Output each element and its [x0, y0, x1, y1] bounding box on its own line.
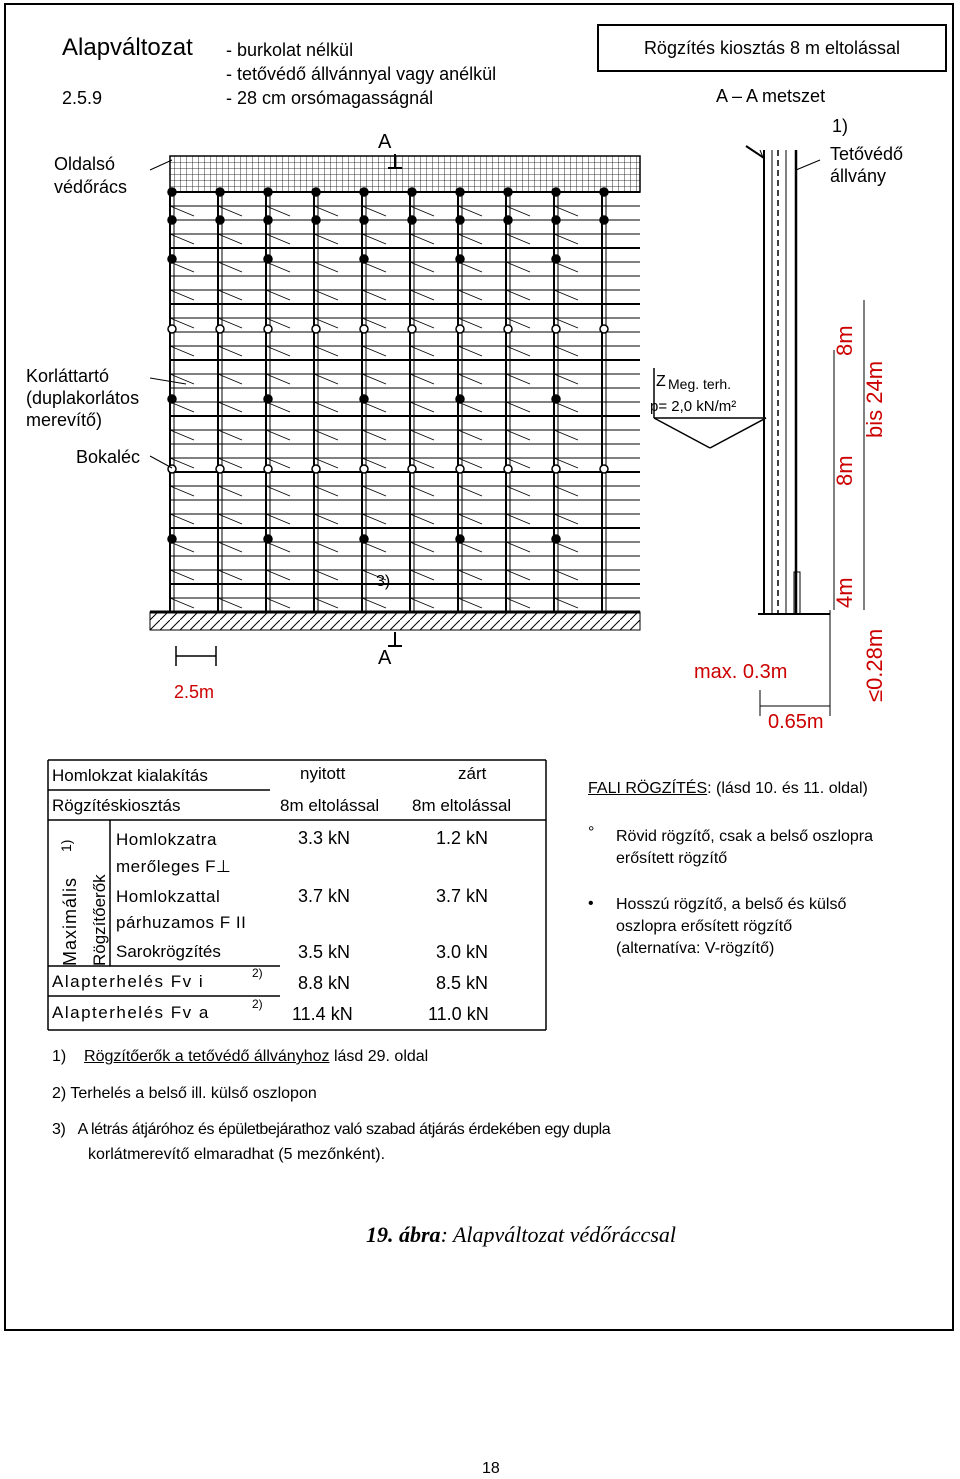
side-anch: Rögzítőerők [90, 874, 109, 966]
dim-065: 0.65m [768, 711, 824, 733]
legend-bullet-hollow: ° [588, 824, 595, 841]
anchor-long [504, 216, 512, 224]
footnote-1-num: 1) [52, 1048, 67, 1065]
load-class: Z [656, 373, 666, 390]
legend-title-rest: : (lásd 10. és 11. oldal) [707, 780, 868, 797]
anchor-long [360, 188, 368, 196]
label-rail-2: (duplakorlátos [26, 388, 140, 408]
anchor-long [456, 188, 464, 196]
marker-a-bottom: A [378, 647, 392, 669]
anchor-long [504, 188, 512, 196]
anchor-short [504, 325, 512, 333]
anchor-short [600, 465, 608, 473]
legend-title [588, 780, 868, 798]
anchor-long [408, 188, 416, 196]
row1-closed: 1.2 kN [436, 828, 489, 848]
anchor-short [552, 325, 560, 333]
note-1: - burkolat nélkül [226, 40, 354, 60]
anchor-long [456, 395, 464, 403]
caption-number: 19. ábra [366, 1222, 441, 1247]
row2-closed: 3.7 kN [436, 886, 489, 906]
anchor-long [264, 188, 272, 196]
footnote-1 [52, 1048, 428, 1066]
footnote-3-num: 3) [52, 1121, 66, 1138]
figure-caption [366, 1222, 676, 1248]
anchor-long [264, 255, 272, 263]
section-number: 2.5.9 [62, 88, 103, 108]
row1-open: 3.3 kN [298, 828, 351, 848]
anchor-long [168, 535, 176, 543]
col-open-sub: 8m eltolással [280, 796, 380, 815]
legend-bullet-solid: • [588, 895, 594, 912]
col-closed: zárt [458, 764, 487, 783]
anchor-long [264, 395, 272, 403]
footnote-3-line1: A létrás átjáróhoz és épületbejárathoz való szabad átjárás érdekében egy dupla [77, 1121, 611, 1138]
anchor-short [360, 465, 368, 473]
legend-item1-line2: erősített rögzítő [616, 850, 728, 867]
section-view [746, 146, 830, 700]
legend-item2-line2: oszlopra erősített rögzítő [616, 918, 793, 935]
table-header-1: Homlokzat kialakítás [52, 766, 208, 785]
anchor-long [168, 395, 176, 403]
anchor-short [264, 325, 272, 333]
anchor-short [360, 325, 368, 333]
anchor-long [408, 216, 416, 224]
anchor-short [312, 325, 320, 333]
base1-open: 8.8 kN [298, 973, 351, 993]
footnote-1-rest: lásd 29. oldal [329, 1048, 429, 1065]
col-open: nyitott [300, 764, 346, 783]
anchor-long [552, 255, 560, 263]
base1-label: Alapterhelés Fv i [52, 972, 205, 991]
scaffold-frame [168, 188, 640, 612]
anchor-long [264, 535, 272, 543]
dim-028: ≤0.28m [862, 628, 887, 702]
row1-label2: merőleges F⊥ [116, 857, 232, 876]
footnote-1-underlined: Rögzítőerők a tetővédő állványhoz [84, 1048, 330, 1065]
footnote-3-line2: korlátmerevítő elmaradhat (5 mezőnként). [88, 1146, 386, 1163]
anchor-long [360, 395, 368, 403]
anchor-short [264, 465, 272, 473]
table-header-2: Rögzítéskiosztás [52, 796, 181, 815]
anchor-long [168, 255, 176, 263]
anchor-long [600, 188, 608, 196]
anchor-short [552, 465, 560, 473]
anchor-long [312, 216, 320, 224]
label-roof-2: állvány [830, 166, 887, 186]
anchor-short [456, 325, 464, 333]
anchor-short [216, 465, 224, 473]
marker-1: 1) [832, 116, 849, 136]
side-guard-mesh [170, 156, 640, 192]
anchor-long [552, 188, 560, 196]
label-roof-1: Tetővédő [830, 144, 904, 164]
anchor-long [456, 255, 464, 263]
anchor-long [312, 188, 320, 196]
ground-hatch [150, 612, 640, 630]
col-closed-sub: 8m eltolással [412, 796, 512, 815]
anchor-long [360, 255, 368, 263]
anchor-short [456, 465, 464, 473]
anchor-long [168, 188, 176, 196]
base1-closed: 8.5 kN [436, 973, 489, 993]
dim-bay: 2.5m [174, 682, 215, 702]
anchor-short [408, 465, 416, 473]
anchor-long [600, 216, 608, 224]
box-title: Rögzítés kiosztás 8 m eltolással [597, 24, 947, 72]
marker-a-top: A [378, 131, 392, 153]
row3-closed: 3.0 kN [436, 942, 489, 962]
dim-bis: bis 24m [862, 360, 887, 438]
anchor-long [552, 216, 560, 224]
row1-label1: Homlokzatra [116, 830, 217, 849]
side-note: 1) [58, 839, 74, 852]
load-value: p= 2,0 kN/m² [650, 398, 737, 415]
anchor-long [552, 535, 560, 543]
anchor-long [360, 216, 368, 224]
dim-8m-mid: 8m [832, 455, 857, 486]
anchor-short [504, 465, 512, 473]
legend-item1-line1: Rövid rögzítő, csak a belső oszlopra [616, 828, 874, 845]
note-3: - 28 cm orsómagasságnál [226, 88, 434, 108]
anchor-short [168, 325, 176, 333]
base2-open: 11.4 kN [292, 1004, 353, 1024]
footnote-2: 2) Terhelés a belső ill. külső oszlopon [52, 1085, 317, 1102]
base2-closed: 11.0 kN [428, 1004, 489, 1024]
side-max: Maximális [60, 876, 80, 966]
marker-3: 3) [376, 573, 391, 590]
anchor-short [312, 465, 320, 473]
load-label: Meg. terh. [668, 376, 732, 392]
row2-label2: párhuzamos F II [116, 913, 247, 932]
caption-text: : Alapváltozat védőráccsal [440, 1222, 676, 1247]
base1-note: 2) [252, 966, 263, 980]
dim-8m-top: 8m [832, 325, 857, 356]
anchor-long [216, 216, 224, 224]
page-number: 18 [482, 1460, 500, 1477]
footnote-3 [52, 1121, 610, 1139]
anchor-long [456, 216, 464, 224]
page-title: Alapváltozat [62, 34, 193, 61]
base2-note: 2) [252, 997, 263, 1011]
anchor-long [264, 216, 272, 224]
row3-label1: Sarokrögzítés [116, 942, 221, 961]
anchor-long [216, 188, 224, 196]
label-side-guard-2: védőrács [54, 177, 128, 197]
anchor-long [552, 395, 560, 403]
anchor-long [456, 535, 464, 543]
anchor-long [360, 535, 368, 543]
section-label: A – A metszet [716, 86, 826, 106]
anchor-short [408, 325, 416, 333]
legend-title-underlined: FALI RÖGZÍTÉS [588, 780, 708, 797]
note-2: - tetővédő állvánnyal vagy anélkül [226, 64, 497, 84]
base2-label: Alapterhelés Fv a [52, 1003, 210, 1022]
label-toeboard: Bokaléc [76, 447, 141, 467]
legend-item2-line1: Hosszú rögzítő, a belső és külső [616, 896, 847, 913]
row2-label1: Homlokzattal [116, 887, 221, 906]
anchor-short [600, 325, 608, 333]
dim-max: max. 0.3m [694, 661, 788, 683]
label-rail-1: Korláttartó [26, 366, 110, 386]
dim-4m: 4m [832, 577, 857, 608]
label-rail-3: merevítő) [26, 410, 103, 430]
row3-open: 3.5 kN [298, 942, 351, 962]
anchor-short [216, 325, 224, 333]
legend-item2-line3: (alternatíva: V-rögzítő) [616, 940, 775, 957]
row2-open: 3.7 kN [298, 886, 351, 906]
label-side-guard-1: Oldalsó [54, 154, 116, 174]
anchor-long [168, 216, 176, 224]
